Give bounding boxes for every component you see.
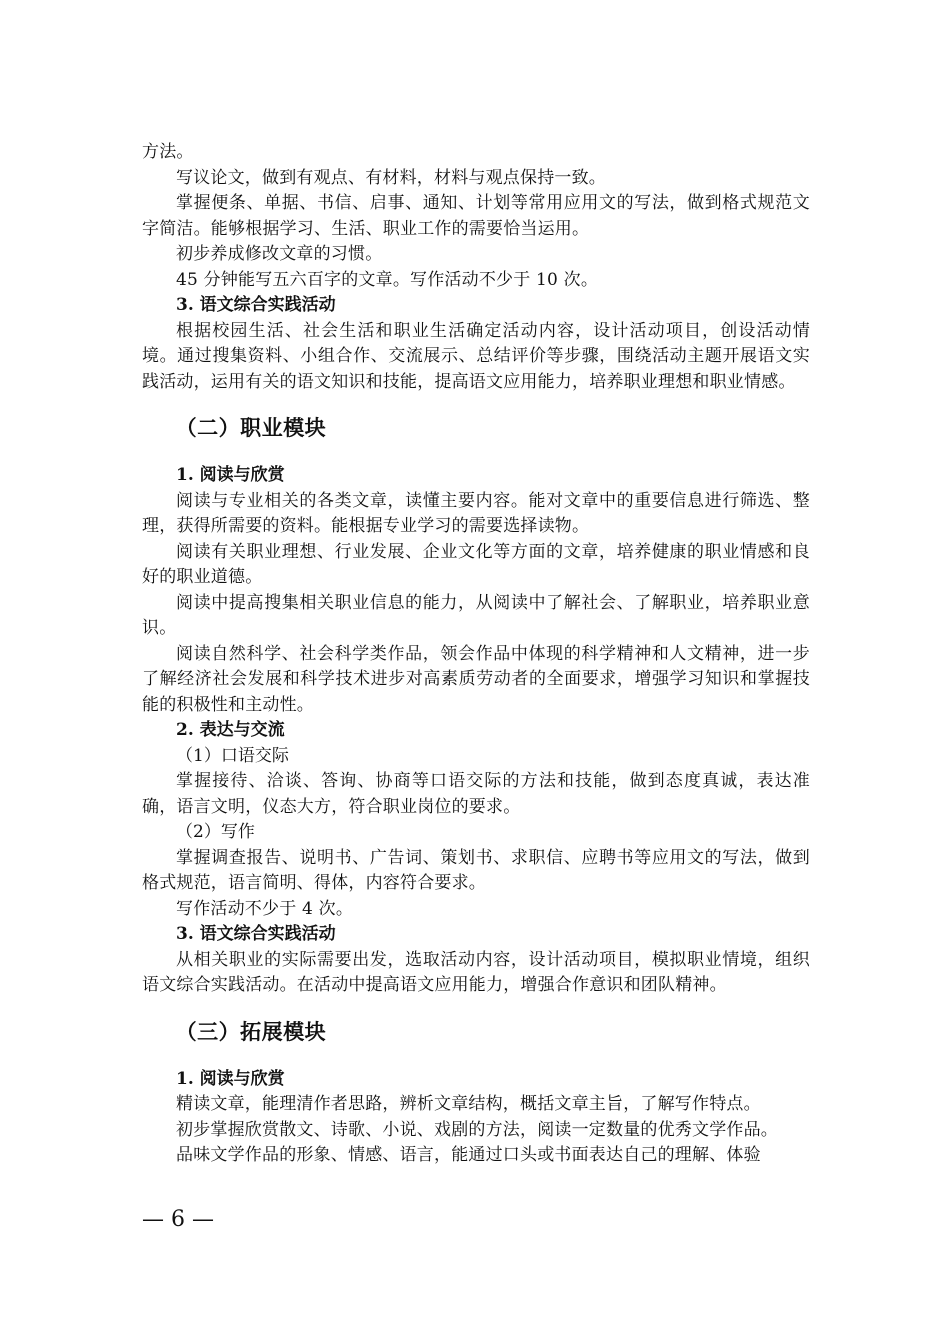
paragraph: 阅读与专业相关的各类文章，读懂主要内容。能对文章中的重要信息进行筛选、整理，获得所需要的资料。能根据专业学习的需要选择读物。 bbox=[142, 490, 810, 536]
subheading: 1. 阅读与欣赏 bbox=[176, 1068, 285, 1089]
paragraph: 写作活动不少于 4 次。 bbox=[176, 898, 354, 919]
paragraph: 阅读自然科学、社会科学类作品，领会作品中体现的科学精神和人文精神，进一步了解经济社会发展和科学技术进步对高素质劳动者的全面要求，增强学习知识和掌握技能的积极性和主动性。 bbox=[142, 643, 810, 715]
paragraph: 阅读有关职业理想、行业发展、企业文化等方面的文章，培养健康的职业情感和良好的职业道德。 bbox=[142, 541, 810, 587]
paragraph: 写议论文，做到有观点、有材料，材料与观点保持一致。 bbox=[176, 167, 606, 188]
section-heading-extension: （三）拓展模块 bbox=[175, 1019, 327, 1044]
paragraph: 精读文章，能理清作者思路，辨析文章结构，概括文章主旨，了解写作特点。 bbox=[176, 1094, 761, 1114]
paragraph: 45 分钟能写五六百字的文章。写作活动不少于 10 次。 bbox=[176, 269, 599, 290]
page-number: — 6 — bbox=[142, 1207, 214, 1232]
paragraph: 根据校园生活、社会生活和职业生活确定活动内容，设计活动项目，创设活动情境。通过搜集资料、小组合作、交流展示、总结评价等步骤，围绕活动主题开展语文实践活动，运用有关的语文知识和技能，提高语文应用能力，培养职业理想和职业情感。 bbox=[142, 320, 810, 392]
subheading: 3. 语文综合实践活动 bbox=[176, 295, 336, 315]
document-body bbox=[142, 140, 810, 1169]
subheading: 1. 阅读与欣赏 bbox=[176, 465, 285, 485]
paragraph: 方法。 bbox=[142, 142, 194, 162]
section-heading-vocational: （二）职业模块 bbox=[175, 416, 327, 440]
subitem-label: （2）写作 bbox=[176, 822, 255, 842]
paragraph: 掌握便条、单据、书信、启事、通知、计划等常用应用文的写法，做到格式规范文字简洁。能够根据学习、生活、职业工作的需要恰当运用。 bbox=[142, 193, 810, 239]
subitem-label: （1）口语交际 bbox=[176, 745, 289, 766]
paragraph: 掌握调查报告、说明书、广告词、策划书、求职信、应聘书等应用文的写法，做到格式规范，语言简明、得体，内容符合要求。 bbox=[142, 847, 810, 893]
paragraph: 阅读中提高搜集相关职业信息的能力，从阅读中了解社会、了解职业，培养职业意识。 bbox=[142, 592, 810, 638]
subheading: 3. 语文综合实践活动 bbox=[176, 924, 336, 944]
paragraph: 掌握接待、洽谈、答询、协商等口语交际的方法和技能，做到态度真诚，表达准确，语言文明，仪态大方，符合职业岗位的要求。 bbox=[142, 771, 810, 817]
paragraph: 品味文学作品的形象、情感、语言，能通过口头或书面表达自己的理解、体验 bbox=[176, 1145, 761, 1165]
paragraph: 从相关职业的实际需要出发，选取活动内容，设计活动项目，模拟职业情境，组织语文综合实践活动。在活动中提高语文应用能力，增强合作意识和团队精神。 bbox=[142, 949, 810, 995]
paragraph: 初步养成修改文章的习惯。 bbox=[176, 244, 383, 264]
paragraph: 初步掌握欣赏散文、诗歌、小说、戏剧的方法，阅读一定数量的优秀文学作品。 bbox=[176, 1119, 778, 1140]
subheading: 2. 表达与交流 bbox=[176, 720, 285, 740]
